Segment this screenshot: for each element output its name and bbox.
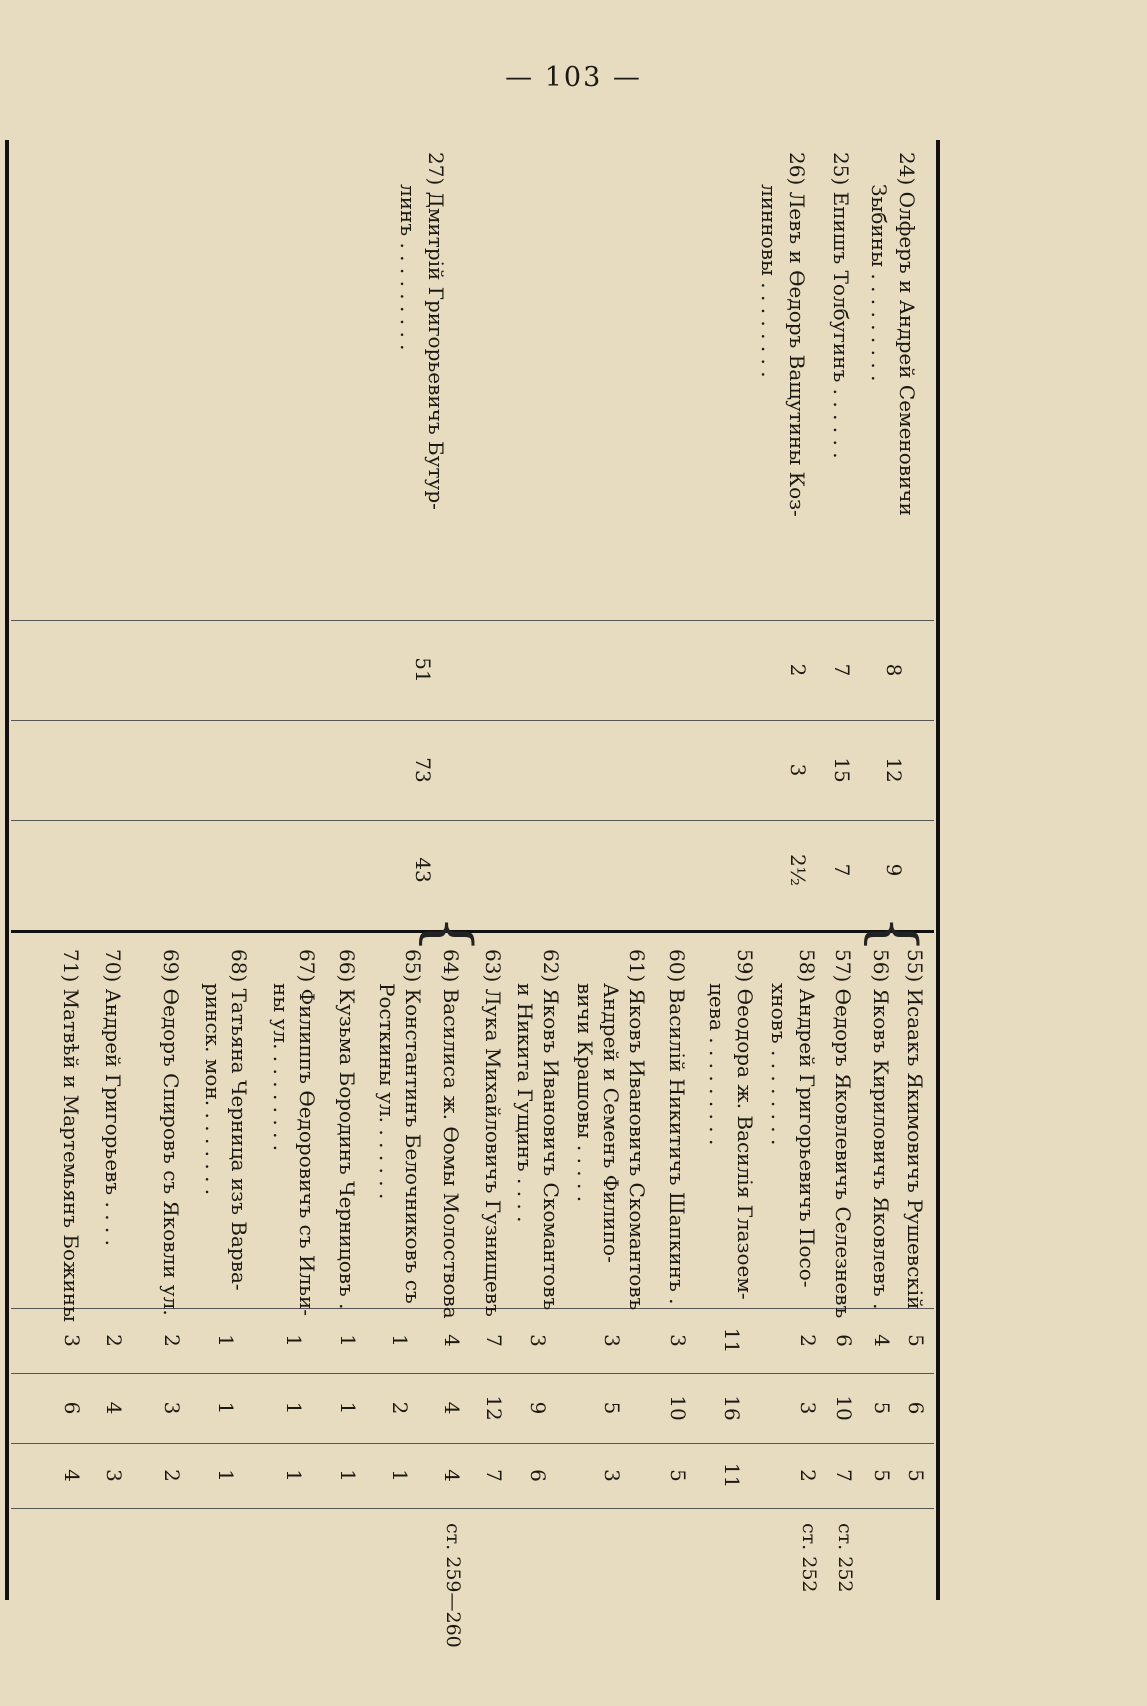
owner-name: 55) Исаакъ Якимовичъ Рушевскій — [903, 949, 927, 1310]
value-a: 2 — [160, 1334, 184, 1347]
owner-name-cont: ны ул. . . . . . . . . — [269, 983, 293, 1152]
owner-name: 68) Татьяна Черница изъ Варва- — [227, 949, 251, 1291]
owner-name-cont: и Никита Гущинъ . . . . — [513, 983, 537, 1223]
owner-name: 26) Левъ и Өедоръ Ващутины Коз- — [785, 152, 809, 517]
value-a: 3 — [666, 1334, 690, 1347]
right-table — [11, 915, 934, 1648]
owner-name: 59) Өеодора ж. Василія Глазоем- — [733, 949, 757, 1300]
value-c: 5 — [904, 1469, 928, 1482]
column-divider — [11, 1508, 934, 1509]
owner-name-cont: Росткины ул. . . . . . . — [375, 983, 399, 1200]
value-a: 2 — [796, 1334, 820, 1347]
owner-name: 70) Андрей Григорьевъ . . . . — [101, 949, 125, 1246]
value-a: 7 — [830, 663, 854, 677]
value-a: 1 — [282, 1334, 306, 1347]
value-a: 51 — [411, 657, 435, 683]
value-a: 2 — [786, 663, 810, 677]
value-a: 11 — [720, 1327, 744, 1354]
owner-name-cont: Андрей и Семенъ Филипо- — [599, 983, 623, 1263]
bottom-rule — [5, 140, 9, 1600]
owner-name: 57) Өедоръ Яковлевичъ Селезневъ — [831, 949, 855, 1319]
value-c: 3 — [102, 1469, 126, 1482]
owner-name: 62) Яковъ Ивановичъ Скомантовъ — [539, 949, 563, 1311]
value-b: 4 — [440, 1401, 464, 1415]
reference: ст. 252 — [834, 1523, 856, 1593]
left-table — [11, 140, 934, 930]
value-a: 1 — [214, 1334, 238, 1347]
owner-name: 27) Дмитрій Григорьевичъ Бутур- — [424, 152, 448, 510]
value-b: 16 — [720, 1395, 744, 1421]
value-a: 8 — [882, 663, 906, 677]
value-a: 1 — [336, 1334, 360, 1347]
value-a: 4 — [440, 1334, 464, 1347]
value-b: 10 — [666, 1395, 690, 1421]
owner-name: 71) Матвѣй и Мартемьянъ Божины — [59, 949, 83, 1323]
value-b: 12 — [482, 1395, 506, 1421]
value-c: 2½ — [786, 853, 810, 887]
value-a: 2 — [102, 1334, 126, 1347]
value-b: 3 — [796, 1401, 820, 1415]
value-b: 3 — [786, 763, 810, 777]
owner-name-cont: ринск. мон. . . . . . . . — [201, 983, 225, 1196]
brace: { — [859, 915, 929, 954]
value-b: 5 — [600, 1401, 624, 1415]
value-b: 5 — [870, 1401, 894, 1415]
value-a: 5 — [904, 1334, 928, 1347]
value-a: 3 — [60, 1334, 84, 1347]
value-a: 7 — [482, 1334, 506, 1347]
brace: { — [414, 915, 484, 954]
owner-name: 25) Епишъ Толбугинъ . . . . . . — [829, 152, 853, 459]
value-b: 73 — [411, 757, 435, 783]
value-c: 7 — [482, 1469, 506, 1482]
value-c: 5 — [870, 1469, 894, 1482]
owner-name: 58) Андрей Григорьевичъ Посо- — [795, 949, 819, 1288]
value-a: 3 — [526, 1334, 550, 1347]
value-c: 5 — [666, 1469, 690, 1482]
owner-name: 24) Олферъ и Андрей Семеновичи — [895, 152, 919, 516]
value-c: 4 — [60, 1469, 84, 1482]
value-b: 1 — [336, 1401, 360, 1415]
value-b: 4 — [102, 1401, 126, 1415]
owner-name: 66) Кузьма Бородинъ Черницовъ . — [335, 949, 359, 1310]
value-c: 7 — [830, 863, 854, 877]
owner-name-cont: хновъ . . . . . . . . — [767, 983, 791, 1146]
value-c: 6 — [526, 1469, 550, 1482]
owner-name: 63) Лука Михайловичъ Гузнищевъ — [481, 949, 505, 1317]
value-c: 4 — [440, 1469, 464, 1482]
value-b: 6 — [904, 1401, 928, 1415]
value-a: 4 — [870, 1334, 894, 1347]
owner-name: 56) Яковъ Кириловичъ Яковлевъ . — [869, 949, 893, 1310]
value-a: 6 — [832, 1334, 856, 1347]
reference: ст. 259—260 — [442, 1523, 464, 1648]
value-a: 1 — [388, 1334, 412, 1347]
value-c: 3 — [600, 1469, 624, 1482]
value-b: 9 — [526, 1401, 550, 1415]
owner-name-cont: линновы . . . . . . . . — [757, 184, 781, 378]
value-b: 1 — [214, 1401, 238, 1415]
owner-name: 61) Яковъ Ивановичъ Скомантовъ — [625, 949, 649, 1311]
value-a: 3 — [600, 1334, 624, 1347]
value-b: 15 — [830, 757, 854, 783]
top-rule — [936, 140, 940, 1600]
value-b: 6 — [60, 1401, 84, 1415]
reference: ст. 252 — [798, 1523, 820, 1593]
value-b: 1 — [282, 1401, 306, 1415]
owner-name: 64) Василиса ж. Өомы Молоствова — [439, 949, 463, 1319]
owner-name: 60) Василій Никитичъ Шапкинъ . — [665, 949, 689, 1305]
owner-name-cont: Зыбины . . . . . . . . . — [867, 184, 891, 382]
value-c: 7 — [832, 1469, 856, 1482]
value-c: 1 — [336, 1469, 360, 1482]
value-c: 1 — [282, 1469, 306, 1482]
owner-name: 65) Константинъ Белочниковъ съ — [401, 949, 425, 1304]
value-b: 12 — [882, 757, 906, 783]
page-number: — 103 — — [505, 62, 642, 93]
value-c: 2 — [796, 1469, 820, 1482]
value-c: 9 — [882, 863, 906, 877]
value-c: 1 — [388, 1469, 412, 1482]
owner-name: 69) Өедоръ Спировъ съ Яковли ул. — [159, 949, 183, 1316]
value-c: 2 — [160, 1469, 184, 1482]
value-b: 2 — [388, 1401, 412, 1415]
value-c: 1 — [214, 1469, 238, 1482]
value-b: 3 — [160, 1401, 184, 1415]
value-c: 11 — [720, 1462, 744, 1489]
rotated-table — [5, 140, 940, 1648]
value-b: 10 — [832, 1395, 856, 1421]
owner-name-cont: линъ . . . . . . . . . — [396, 184, 420, 351]
owner-name: 67) Филиппъ Өедоровичъ съ Ильи- — [295, 949, 319, 1317]
owner-name-cont: вичи Крашовы . . . . . — [573, 983, 597, 1203]
value-c: 43 — [411, 857, 435, 883]
owner-name-cont: цева . . . . . . . . . — [705, 983, 729, 1146]
